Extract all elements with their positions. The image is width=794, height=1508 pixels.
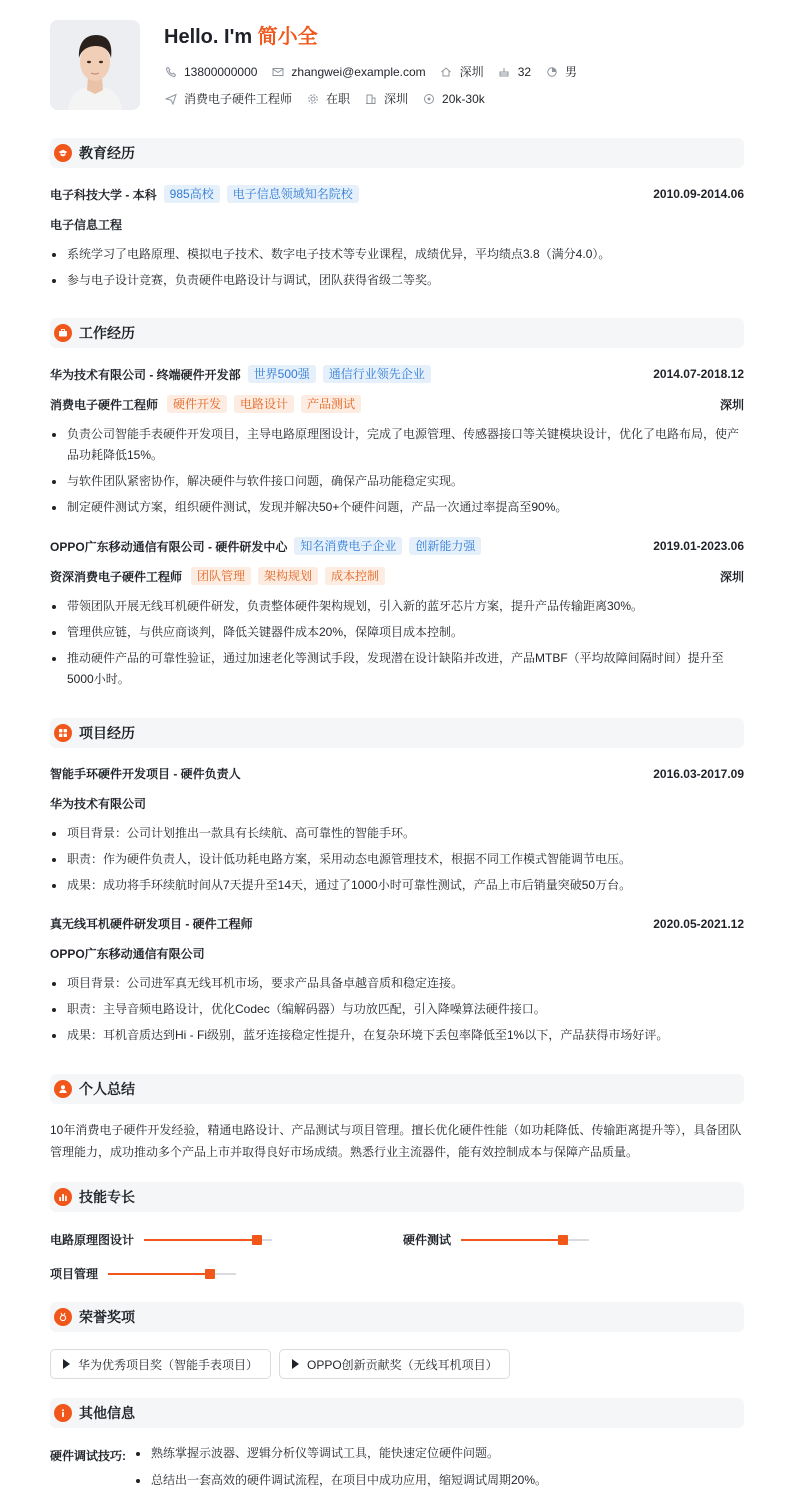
skill-name: 电路原理图设计	[50, 1233, 135, 1247]
skill-level-fill	[108, 1273, 210, 1275]
section-work	[50, 318, 744, 348]
project-period: 2016.03-2017.09	[653, 766, 744, 781]
other-label: 硬件调试技巧:	[50, 1449, 126, 1463]
home-icon	[440, 65, 453, 78]
education-school-row	[50, 185, 744, 203]
greeting-text: Hello. I'm	[164, 26, 258, 48]
skill-level-bar	[461, 1239, 589, 1241]
section-skills	[50, 1182, 744, 1212]
award-chip	[279, 1349, 510, 1379]
skill-level-knob	[558, 1235, 568, 1245]
school-tag: 985高校	[164, 185, 220, 203]
section-title: 其他信息	[79, 1405, 135, 1421]
section-other	[50, 1398, 744, 1428]
skill-level-bar	[144, 1239, 272, 1241]
section-education	[50, 138, 744, 168]
status-text: 在职	[326, 92, 351, 106]
section-awards	[50, 1302, 744, 1332]
job-role-row	[50, 567, 744, 585]
expected-city-text: 深圳	[384, 92, 409, 106]
section-title: 个人总结	[79, 1081, 135, 1097]
job-title-item	[164, 90, 292, 107]
role-tag: 成本控制	[325, 567, 385, 585]
skill-level-knob	[252, 1235, 262, 1245]
section-title: 教育经历	[79, 145, 135, 161]
company-name: 华为技术有限公司 - 终端硬件开发部	[50, 367, 241, 382]
award-chip	[50, 1349, 271, 1379]
skill-name: 项目管理	[50, 1267, 99, 1281]
briefcase-icon	[54, 324, 72, 342]
project-company: OPPO广东移动通信有限公司	[50, 947, 205, 961]
education-major-row	[50, 216, 744, 233]
company-name: OPPO广东移动通信有限公司 - 硬件研发中心	[50, 539, 288, 554]
list-item: 参与电子设计竞赛，负责硬件电路设计与调试，团队获得省级二等奖。	[50, 270, 744, 291]
gender-icon	[545, 65, 558, 78]
section-projects	[50, 718, 744, 748]
expected-city-item	[364, 90, 408, 107]
job-role: 消费电子硬件工程师	[50, 397, 159, 412]
resume-page	[50, 0, 744, 1487]
avatar-portrait-icon	[50, 20, 140, 110]
list-item: 负责公司智能手表硬件开发项目，主导电路原理图设计，完成了电源管理、传感器接口等关键模块设计，优化了电路布局，使产品功耗降低15%。	[50, 424, 744, 466]
city-item	[440, 63, 484, 80]
project-title-row	[50, 915, 744, 932]
company-tag: 知名消费电子企业	[294, 537, 402, 555]
user-icon	[54, 1080, 72, 1098]
list-item: 总结出一套高效的硬件调试流程，在项目中成功应用，缩短调试周期20%。	[134, 1470, 744, 1491]
section-title: 项目经历	[79, 725, 135, 741]
major-name: 电子信息工程	[50, 218, 123, 232]
list-item: 带领团队开展无线耳机硬件研发，负责整体硬件架构规划，引入新的蓝牙芯片方案，提升产品传输距离30%。	[50, 596, 744, 617]
skill-name: 硬件测试	[403, 1233, 452, 1247]
job-role: 资深消费电子硬件工程师	[50, 569, 183, 584]
project-name: 真无线耳机硬件研发项目 - 硬件工程师	[50, 917, 253, 931]
phone-item	[164, 65, 257, 79]
skill-item	[50, 1265, 236, 1282]
list-item: 项目背景：公司计划推出一款具有长续航、高可靠性的智能手环。	[50, 823, 744, 844]
list-item: 管理供应链，与供应商谈判，降低关键器件成本20%，保障项目成本控制。	[50, 622, 744, 643]
contact-row	[164, 63, 591, 80]
school-tag: 电子信息领域知名院校	[227, 185, 359, 203]
send-icon	[164, 92, 177, 105]
info-icon	[54, 1404, 72, 1422]
status-item	[306, 90, 350, 107]
list-item: 成果：成功将手环续航时间从7天提升至14天，通过了1000小时可靠性测试，产品上市后销量突破50万台。	[50, 875, 744, 896]
salary-item	[422, 92, 485, 106]
section-title: 工作经历	[79, 325, 135, 341]
job-period: 2019.01-2023.06	[653, 539, 744, 553]
graduation-cap-icon	[54, 144, 72, 162]
salary-text: 20k-30k	[442, 91, 485, 106]
company-tag: 通信行业领先企业	[323, 365, 431, 383]
project-period: 2020.05-2021.12	[653, 916, 744, 931]
list-item: 职责：主导音频电路设计，优化Codec（编解码器）与功放匹配，引入降噪算法硬件接口。	[50, 999, 744, 1020]
phone-icon	[164, 65, 177, 78]
skill-item	[403, 1231, 589, 1248]
role-tag: 架构规划	[258, 567, 318, 585]
skill-level-bar	[108, 1273, 236, 1275]
grid-icon	[54, 724, 72, 742]
job-title-text: 消费电子硬件工程师	[184, 92, 293, 106]
role-tag: 电路设计	[234, 395, 294, 413]
job-intent-row	[164, 90, 499, 107]
project-name: 智能手环硬件开发项目 - 硬件负责人	[50, 767, 241, 781]
project-company: 华为技术有限公司	[50, 797, 147, 811]
awards-list	[50, 1349, 744, 1380]
skill-level-knob	[205, 1269, 215, 1279]
school-name: 电子科技大学 - 本科	[50, 187, 157, 202]
project-company-row	[50, 795, 744, 812]
greeting-title	[164, 20, 318, 49]
role-tag: 产品测试	[301, 395, 361, 413]
age-item	[498, 65, 531, 79]
bar-chart-icon	[54, 1188, 72, 1206]
award-name: 华为优秀项目奖（智能手表项目）	[78, 1357, 259, 1372]
company-tag: 世界500强	[248, 365, 316, 383]
list-item: 推动硬件产品的可靠性验证，通过加速老化等测试手段，发现潜在设计缺陷并改进，产品MTBF（平均故障间隔时间）提升至5000小时。	[50, 648, 744, 690]
skill-level-fill	[461, 1239, 563, 1241]
email-item	[271, 65, 425, 79]
education-period: 2010.09-2014.06	[653, 187, 744, 201]
award-name: OPPO创新贡献奖（无线耳机项目）	[307, 1357, 498, 1372]
summary-text: 10年消费电子硬件开发经验，精通电路设计、产品测试与项目管理。擅长优化硬件性能（如功耗降低、传输距离提升等），具备团队管理能力，成功推动多个产品上市并取得良好市场成绩。熟悉行业主流器件，能有效控制成本与保障产品质量。	[50, 1123, 742, 1159]
list-item: 成果：耳机音质达到Hi - Fi级别，蓝牙连接稳定性提升，在复杂环境下丢包率降低至1%以下，产品获得市场好评。	[50, 1025, 744, 1046]
list-item: 与软件团队紧密协作，解决硬件与软件接口问题，确保产品功能稳定实现。	[50, 471, 744, 492]
job-location: 深圳	[719, 397, 744, 412]
coin-icon	[422, 92, 435, 105]
role-tag: 硬件开发	[167, 395, 227, 413]
section-title: 技能专长	[79, 1189, 135, 1205]
gender-item	[545, 63, 577, 80]
email-text: zhangwei@example.com	[291, 64, 426, 79]
age-text: 32	[517, 64, 532, 79]
skill-item	[50, 1231, 272, 1248]
candidate-name: 简小全	[257, 26, 318, 48]
mail-icon	[271, 65, 284, 78]
avatar	[50, 20, 140, 110]
job-role-row	[50, 395, 744, 413]
section-title: 荣誉奖项	[79, 1309, 135, 1325]
job-location: 深圳	[719, 569, 744, 584]
project-company-row	[50, 945, 744, 962]
triangle-right-icon	[292, 1359, 299, 1369]
triangle-right-icon	[63, 1359, 70, 1369]
city-text: 深圳	[459, 65, 484, 79]
phone-text: 13800000000	[184, 64, 258, 79]
list-item: 制定硬件测试方案，组织硬件测试，发现并解决50+个硬件问题，产品一次通过率提高至90%。	[50, 497, 744, 518]
job-company-row	[50, 537, 744, 555]
resume-header	[50, 0, 744, 128]
list-item: 项目背景：公司进军真无线耳机市场，要求产品具备卓越音质和稳定连接。	[50, 973, 744, 994]
skill-level-fill	[144, 1239, 257, 1241]
role-tag: 团队管理	[191, 567, 251, 585]
gender-text: 男	[565, 65, 578, 79]
gear-icon	[306, 92, 319, 105]
company-tag: 创新能力强	[409, 537, 481, 555]
section-summary	[50, 1074, 744, 1104]
building-icon	[364, 92, 377, 105]
list-item: 熟练掌握示波器、逻辑分析仪等调试工具，能快速定位硬件问题。	[134, 1443, 744, 1464]
list-item: 职责：作为硬件负责人，设计低功耗电路方案，采用动态电源管理技术，根据不同工作模式智能调节电压。	[50, 849, 744, 870]
project-title-row	[50, 765, 744, 782]
list-item: 系统学习了电路原理、模拟电子技术、数字电子技术等专业课程，成绩优异，平均绩点3.8（满分4.0）。	[50, 244, 744, 265]
medal-icon	[54, 1308, 72, 1326]
cake-icon	[498, 65, 511, 78]
job-company-row	[50, 365, 744, 383]
job-period: 2014.07-2018.12	[653, 367, 744, 381]
